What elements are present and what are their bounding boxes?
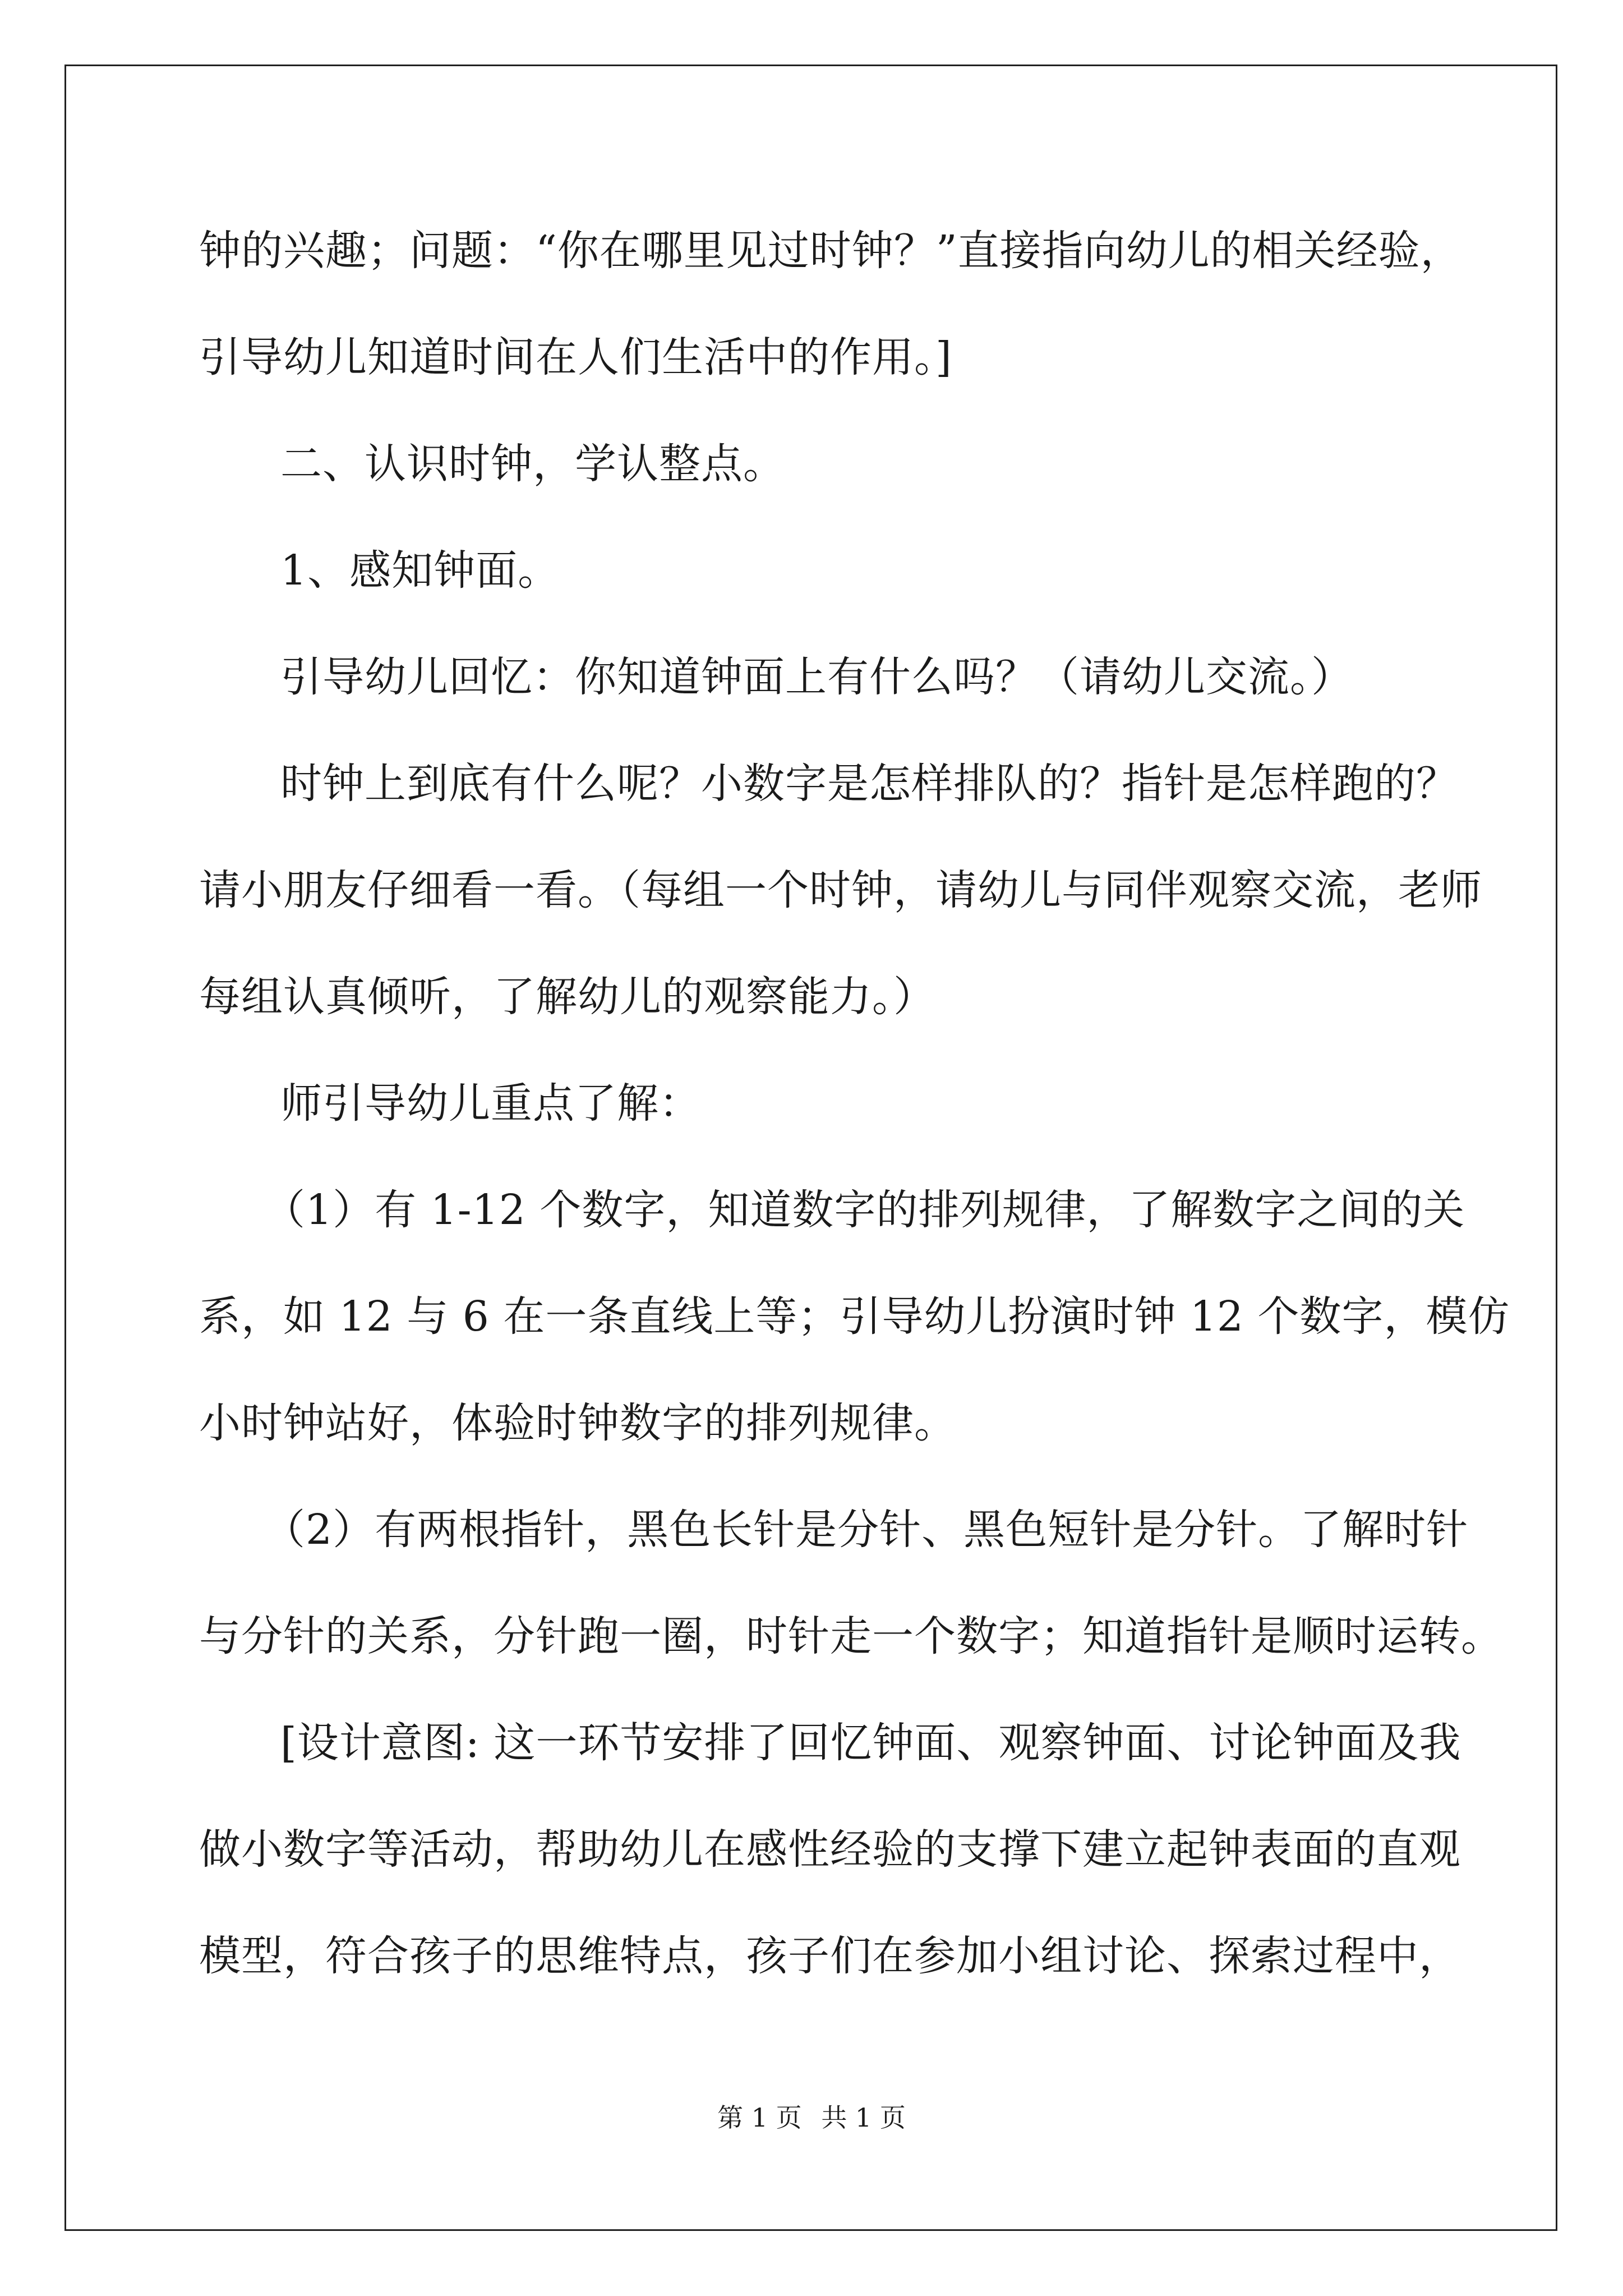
text-line: 与分针的关系，分针跑一圈，时针走一个数字；知道指针是顺时运转。 <box>199 1612 1503 1660</box>
list-item: （2）有两根指针，黑色长针是分针、黑色短针是分针。了解时针 <box>264 1506 1469 1554</box>
text-line: 师引导幼儿重点了解： <box>280 1079 701 1128</box>
page-border <box>64 65 1557 2231</box>
text-line: 时钟上到底有什么呢？小数字是怎样排队的？指针是怎样跑的？ <box>280 760 1458 808</box>
text-line: [设计意图: 这一环节安排了回忆钟面、观察钟面、讨论钟面及我 <box>280 1719 1461 1767</box>
text-line: 小时钟站好，体验时钟数字的排列规律。 <box>199 1399 956 1447</box>
page-footer <box>0 2101 1623 2134</box>
page-number: 第 1 页 <box>717 2102 802 2133</box>
section-heading: 二、认识时钟，学认整点。 <box>280 440 785 488</box>
text-line: 模型，符合孩子的思维特点，孩子们在参加小组讨论、探索过程中， <box>199 1932 1461 1980</box>
page-total: 共 1 页 <box>821 2102 906 2133</box>
text-line: 引导幼儿回忆：你知道钟面上有什么吗？（请幼儿交流。） <box>280 653 1353 701</box>
text-line: 请小朋友仔细看一看。（每组一个时钟，请幼儿与同伴观察交流，老师 <box>199 866 1482 914</box>
subsection-heading: 1、感知钟面。 <box>280 546 560 595</box>
text-line: 系，如 12 与 6 在一条直线上等；引导幼儿扮演时钟 12 个数字，模仿 <box>199 1292 1510 1341</box>
text-line: 每组认真倾听，了解幼儿的观察能力。） <box>199 973 935 1021</box>
text-line: 引导幼儿知道时间在人们生活中的作用。] <box>199 333 952 381</box>
text-line: 做小数字等活动，帮助幼儿在感性经验的支撑下建立起钟表面的直观 <box>199 1825 1461 1874</box>
list-item: （1）有 1-12 个数字，知道数字的排列规律，了解数字之间的关 <box>264 1186 1465 1234</box>
text-line: 钟的兴趣；问题：“你在哪里见过时钟？”直接指向幼儿的相关经验， <box>199 227 1463 275</box>
